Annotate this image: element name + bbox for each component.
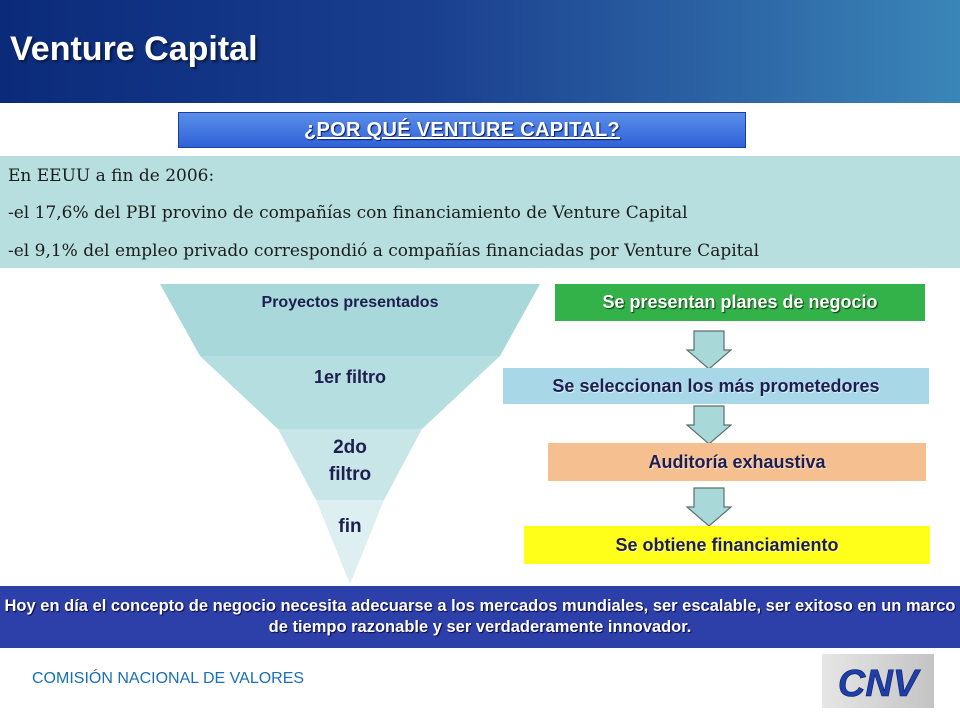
slide-title: Venture Capital	[10, 30, 258, 68]
funnel-label-first-filter: 1er filtro	[313, 367, 387, 387]
cnv-logo	[822, 654, 934, 708]
step-financing	[524, 526, 930, 564]
step-financing-label: Se obtiene financiamiento	[615, 534, 839, 555]
footer-statement	[0, 586, 960, 648]
step-select-promising-label: Se seleccionan los más prometedores	[552, 375, 880, 396]
cnv-logo-text: CNV	[837, 663, 919, 705]
funnel-label-projects: Proyectos presentados	[261, 294, 439, 311]
step-business-plans	[555, 284, 925, 321]
header-bar	[0, 0, 960, 103]
info-line-intro: En EEUU a fin de 2006:	[8, 166, 215, 186]
info-line-employment: -el 9,1% del empleo privado correspondió a compañías financiadas por Venture Capital	[8, 241, 760, 261]
down-arrow-icon	[686, 405, 732, 445]
info-box	[0, 156, 960, 268]
funnel-diagram	[160, 284, 540, 584]
step-audit-label: Auditoría exhaustiva	[648, 451, 826, 472]
footer-statement-text: Hoy en día el concepto de negocio necesita adecuarse a los mercados mundiales, ser escalable, ser exitoso en un marco de tiempo razonable y ser verdaderamente innovador.	[4, 597, 956, 636]
info-line-pbi: -el 17,6% del PBI provino de compañías con financiamiento de Venture Capital	[8, 203, 688, 223]
step-business-plans-label: Se presentan planes de negocio	[602, 292, 878, 312]
step-select-promising	[503, 368, 929, 404]
subtitle-banner	[178, 112, 746, 148]
subtitle-text: ¿POR QUÉ VENTURE CAPITAL?	[303, 118, 621, 141]
cnv-logo-icon	[822, 654, 934, 708]
funnel-level-4	[316, 500, 384, 584]
funnel-label-end: fin	[338, 516, 362, 537]
down-arrow-icon	[686, 330, 732, 370]
down-arrow-icon	[686, 487, 732, 527]
funnel-label-second-filter: 2do filtro	[328, 437, 372, 485]
step-audit	[548, 443, 926, 481]
organization-name: COMISIÓN NACIONAL DE VALORES	[32, 670, 305, 687]
